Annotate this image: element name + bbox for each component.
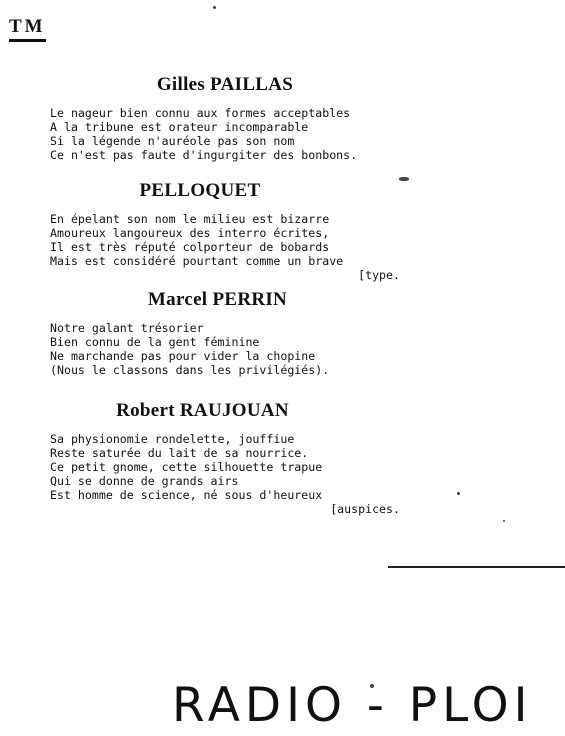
poem-line: (Nous le classons dans les privilégiés).: [50, 363, 330, 377]
poem-title: PELLOQUET: [139, 180, 261, 201]
poem-line: A la tribune est orateur incomparable: [50, 120, 309, 134]
poem-line: Ce n'est pas faute d'ingurgiter des bonbons.: [50, 148, 358, 162]
poem-line: Amoureux langoureux des interro écrites,: [50, 226, 330, 240]
poem-line: Ce petit gnome, cette silhouette trapue: [50, 460, 323, 474]
poem-line: Mais est considéré pourtant comme un brave: [50, 254, 344, 268]
poem-line-continuation: [auspices.: [330, 502, 400, 516]
print-speck: [213, 6, 216, 9]
footer-title: RADIO - PLOI: [172, 678, 533, 733]
poem-line: Ne marchande pas pour vider la chopine: [50, 349, 316, 363]
divider-rule: [388, 566, 565, 568]
poem-title: Marcel PERRIN: [147, 289, 288, 310]
poem-title: Gilles PAILLAS: [156, 74, 294, 95]
poem-pelloquet: [50, 180, 410, 282]
poem-line: Est homme de science, né sous d'heureux: [50, 488, 323, 502]
print-speck: [503, 520, 505, 522]
poem-robert-raujouan: [50, 400, 410, 516]
poem-line: Reste saturée du lait de sa nourrice.: [50, 446, 309, 460]
poem-line: Le nageur bien connu aux formes acceptables: [50, 106, 351, 120]
poem-gilles-paillas: [50, 74, 410, 162]
poem-line: Si la légende n'auréole pas son nom: [50, 134, 295, 148]
poem-line: Qui se donne de grands airs: [50, 474, 239, 488]
poem-line: Il est très réputé colporteur de bobards: [50, 240, 330, 254]
page-header: TM: [9, 16, 46, 42]
print-speck: [457, 492, 460, 495]
poem-line: En épelant son nom le milieu est bizarre: [50, 212, 330, 226]
poem-line: Notre galant trésorier: [50, 321, 204, 335]
ink-mark: [399, 177, 409, 181]
poem-line: Bien connu de la gent féminine: [50, 335, 260, 349]
poem-line: Sa physionomie rondelette, jouffiue: [50, 432, 295, 446]
poem-line-continuation: [type.: [358, 268, 400, 282]
poem-title: Robert RAUJOUAN: [116, 400, 289, 421]
poem-marcel-perrin: [50, 289, 410, 377]
